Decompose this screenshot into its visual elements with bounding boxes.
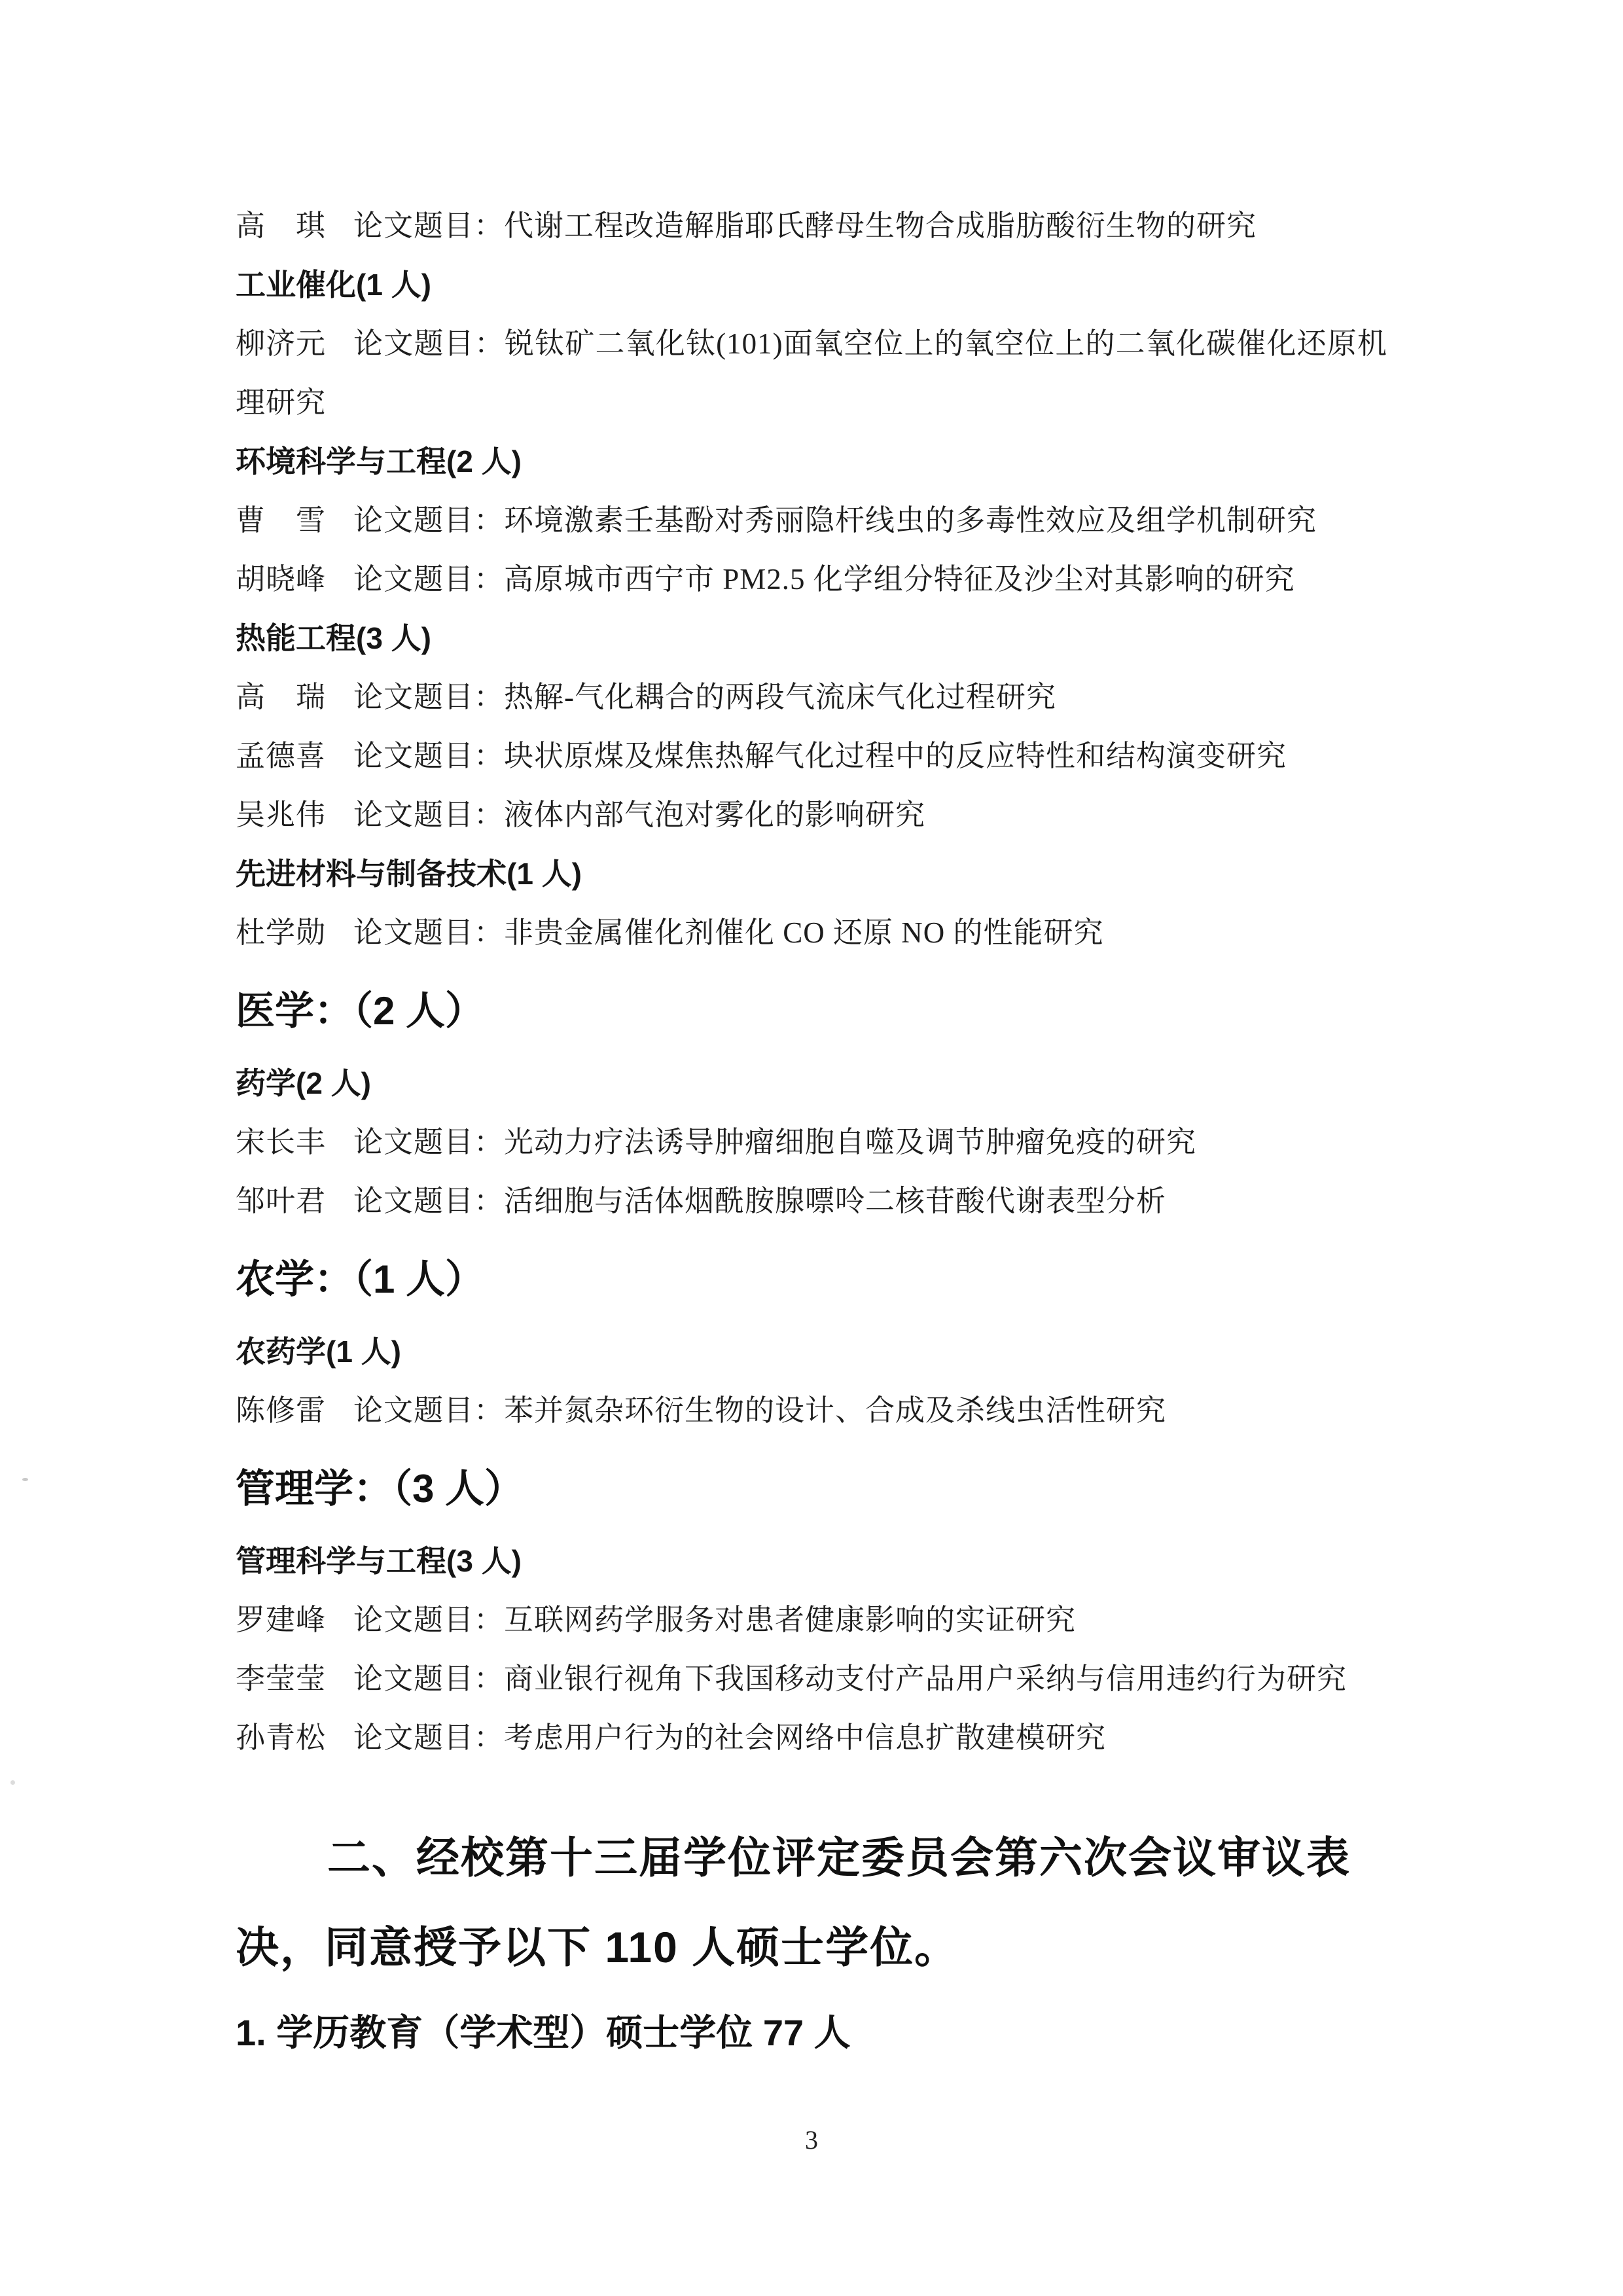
thesis-entry	[236, 1381, 1387, 1440]
thesis-entry	[236, 668, 1387, 726]
thesis-entry	[236, 1172, 1387, 1230]
thesis-title: 商业银行视角下我国移动支付产品用户采纳与信用违约行为研究	[504, 1662, 1347, 1695]
thesis-entry	[236, 550, 1387, 609]
thesis-title: 考虑用户行为的社会网络中信息扩散建模研究	[504, 1721, 1107, 1754]
student-name: 吴兆伟	[236, 798, 327, 831]
category-heading: 农学：（1 人）	[236, 1257, 485, 1301]
subsection-heading: 先进材料与制备技术(1 人)	[236, 857, 582, 891]
student-name: 柳济元	[236, 327, 327, 360]
numbered-subheading: 1. 学历教育（学术型）硕士学位 77 人	[236, 2012, 851, 2053]
student-name: 罗建峰	[236, 1604, 327, 1636]
student-name: 宋长丰	[236, 1126, 327, 1158]
student-name: 陈修雷	[236, 1394, 327, 1427]
student-name: 李莹莹	[236, 1662, 327, 1695]
thesis-title: 热解-气化耦合的两段气流床气化过程研究	[504, 681, 1057, 713]
thesis-title: 苯并氮杂环衍生物的设计、合成及杀线虫活性研究	[504, 1394, 1167, 1427]
scan-speck	[22, 1478, 28, 1481]
thesis-title: 活细胞与活体烟酰胺腺嘌呤二核苷酸代谢表型分析	[504, 1185, 1167, 1217]
section-two-heading-line1: 二、经校第十三届学位评定委员会第六次会议审议表	[327, 1833, 1351, 1882]
subsection-heading: 热能工程(3 人)	[236, 621, 431, 655]
thesis-label: 论文题目：	[353, 681, 505, 713]
section-two-heading	[236, 1813, 1387, 1992]
category-heading: 管理学：（3 人）	[236, 1467, 524, 1511]
thesis-title: 环境激素壬基酚对秀丽隐杆线虫的多毒性效应及组学机制研究	[504, 504, 1317, 537]
student-name: 高 瑞	[236, 681, 327, 713]
thesis-entry	[236, 785, 1387, 844]
thesis-label: 论文题目：	[353, 504, 505, 537]
student-name: 高 琪	[236, 209, 327, 242]
thesis-title: 块状原煤及煤焦热解气化过程中的反应特性和结构演变研究	[504, 740, 1287, 772]
thesis-entry	[236, 1708, 1387, 1767]
subsection-heading: 工业催化(1 人)	[236, 268, 431, 302]
thesis-label: 论文题目：	[353, 1662, 505, 1695]
subsection-heading: 环境科学与工程(2 人)	[236, 444, 522, 478]
student-name: 杜学勋	[236, 916, 327, 949]
thesis-label: 论文题目：	[353, 1394, 505, 1427]
thesis-title: 互联网药学服务对患者健康影响的实证研究	[504, 1604, 1077, 1636]
thesis-label: 论文题目：	[353, 209, 505, 242]
thesis-entry	[236, 1590, 1387, 1649]
thesis-label: 论文题目：	[353, 563, 505, 596]
scan-speck	[10, 1780, 15, 1785]
student-name: 曹 雪	[236, 504, 327, 537]
category-heading: 医学：（2 人）	[236, 989, 485, 1033]
thesis-title: 高原城市西宁市 PM2.5 化学组分特征及沙尘对其影响的研究	[504, 563, 1295, 596]
thesis-label: 论文题目：	[353, 1604, 505, 1636]
document-body	[236, 196, 1387, 2073]
thesis-entry	[236, 314, 1387, 432]
page-number: 3	[805, 2125, 818, 2155]
thesis-label: 论文题目：	[353, 1126, 505, 1158]
thesis-label: 论文题目：	[353, 798, 505, 831]
student-name: 邹叶君	[236, 1185, 327, 1217]
thesis-title: 非贵金属催化剂催化 CO 还原 NO 的性能研究	[504, 916, 1104, 949]
thesis-title: 光动力疗法诱导肿瘤细胞自噬及调节肿瘤免疫的研究	[504, 1126, 1197, 1158]
student-name: 胡晓峰	[236, 563, 327, 596]
subsection-heading: 药学(2 人)	[236, 1066, 371, 1100]
thesis-title: 代谢工程改造解脂耶氏酵母生物合成脂肪酸衍生物的研究	[504, 209, 1257, 242]
thesis-entry	[236, 1113, 1387, 1172]
thesis-title: 液体内部气泡对雾化的影响研究	[504, 798, 926, 831]
thesis-label: 论文题目：	[353, 327, 505, 360]
thesis-label: 论文题目：	[353, 916, 505, 949]
thesis-title: 锐钛矿二氧化钛(101)面氧空位上的氧空位上的二氧化碳催化还原机理研究	[236, 327, 1387, 419]
thesis-entry	[236, 491, 1387, 550]
subsection-heading: 管理科学与工程(3 人)	[236, 1544, 522, 1578]
thesis-entry	[236, 903, 1387, 962]
thesis-entry	[236, 196, 1387, 255]
student-name: 孙青松	[236, 1721, 327, 1754]
student-name: 孟德喜	[236, 740, 327, 772]
section-two-heading-line2: 决，同意授予以下 110 人硕士学位。	[236, 1923, 959, 1971]
thesis-label: 论文题目：	[353, 740, 505, 772]
thesis-entry	[236, 726, 1387, 785]
thesis-label: 论文题目：	[353, 1721, 505, 1754]
thesis-label: 论文题目：	[353, 1185, 505, 1217]
thesis-entry	[236, 1649, 1387, 1708]
subsection-heading: 农药学(1 人)	[236, 1335, 401, 1369]
